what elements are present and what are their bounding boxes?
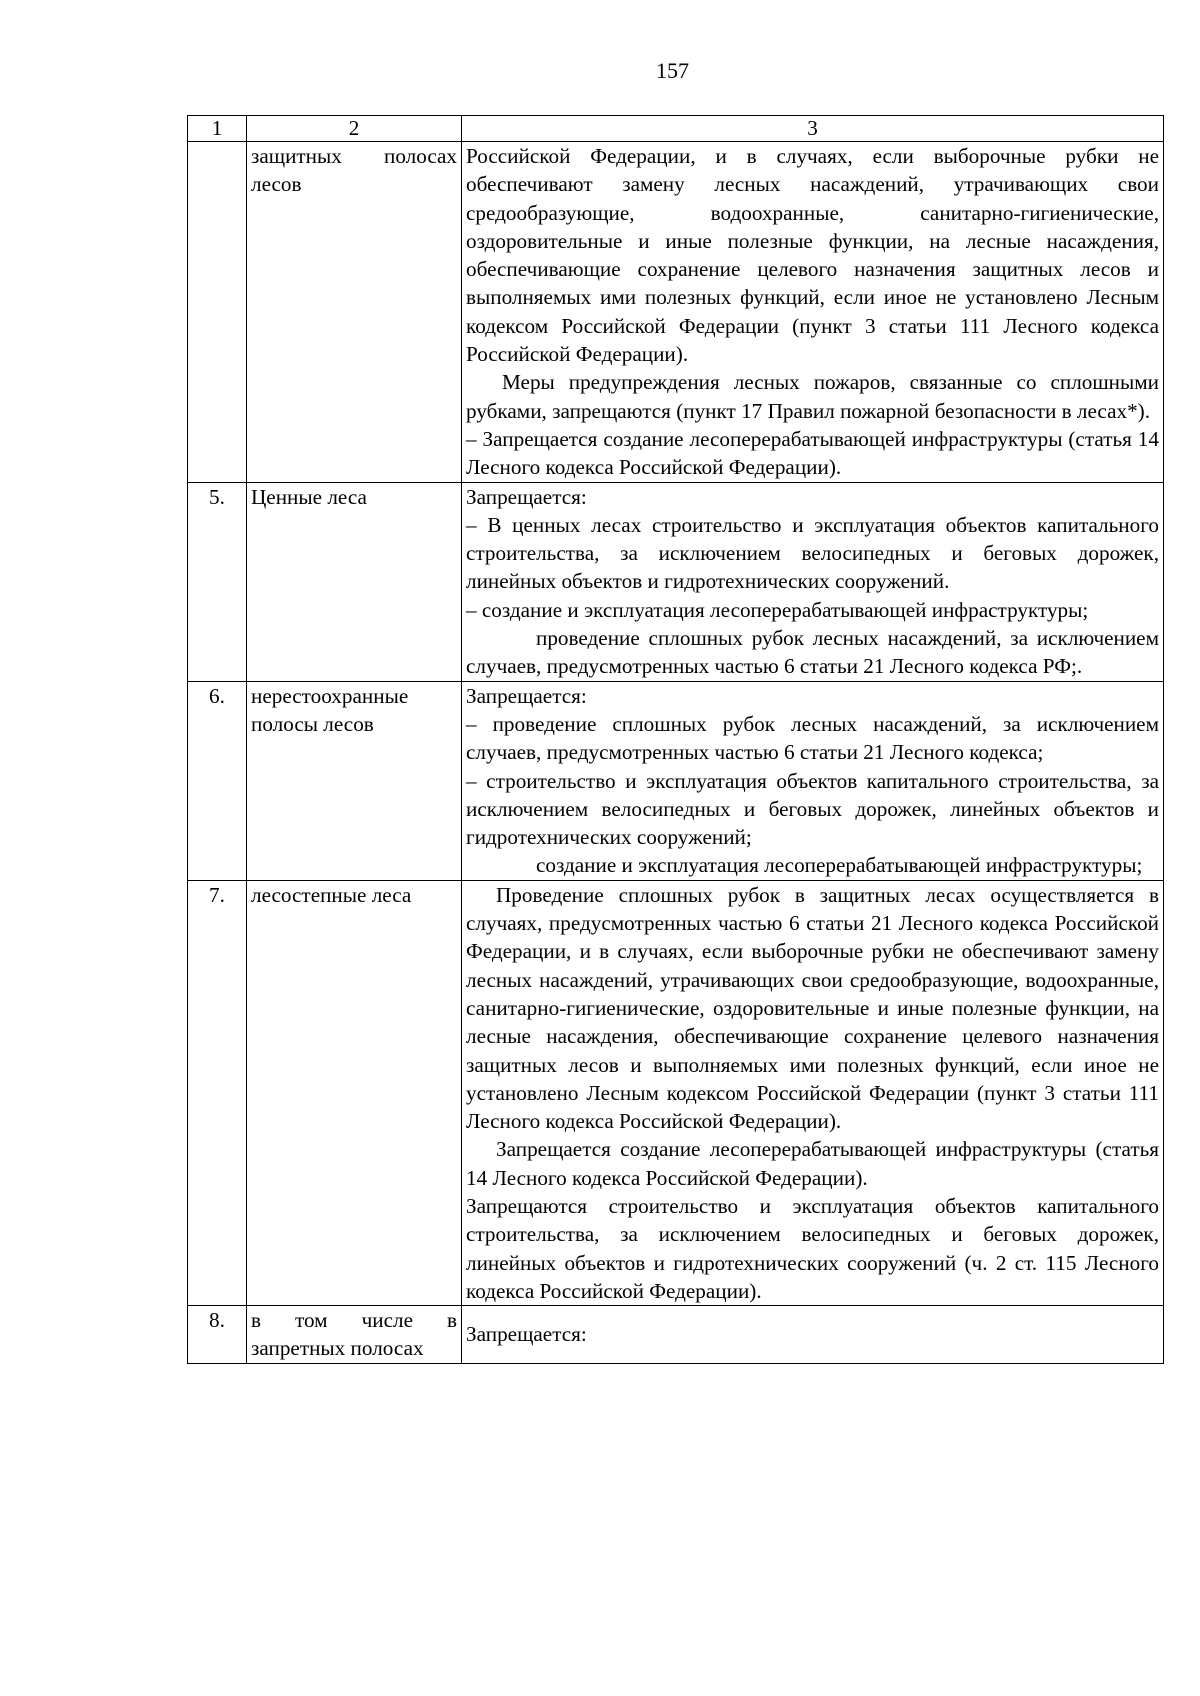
row-content — [462, 681, 1164, 880]
row-name-text: нерестоохранные полосы лесов — [251, 683, 409, 736]
row-paragraph: Запрещается: — [466, 1322, 587, 1347]
row-paragraph: Российской Федерации, и в случаях, если выборочные рубки не обеспечивают замену лесных насаждений, утрачивающих свои средообразующие, водоохранные, санитарно-гигиенические, оздоровительные и иные полезные функции, на лесные насаждения, обеспечивающие сохранение целевого назначения защитных лесов и выполняемых ими полезных функций, если иное не установлено Лесным кодексом Российской Федерации (пункт 3 статьи 111 Лесного кодекса Российской Федерации). — [466, 144, 1159, 367]
row-name-text: защитных полосах лесов — [251, 144, 457, 197]
row-paragraph: – проведение сплошных рубок лесных насаждений, за исключением случаев, предусмотренных частью 6 статьи 21 Лесного кодекса; — [466, 711, 1159, 765]
row-paragraph: Меры предупреждения лесных пожаров, связанные со сплошными рубками, запрещаются (пункт 17 Правил пожарной безопасности в лесах*). — [466, 370, 1159, 423]
row-number: 6. — [188, 681, 247, 880]
row-paragraph: Запрещается: — [466, 484, 587, 509]
row-content — [462, 880, 1164, 1305]
table-row — [188, 482, 1164, 681]
table-header-row — [188, 116, 1164, 142]
header-col-2: 2 — [247, 116, 462, 142]
row-name-text: в том числе в запретных полосах — [251, 1308, 457, 1361]
table-row — [188, 1306, 1164, 1364]
row-paragraph: Проведение сплошных рубок в защитных лесах осуществляется в случаях, предусмотренных частью 6 статьи 21 Лесного кодекса Российской Федерации, и в случаях, если выборочные рубки не обеспечивают замену лесных насаждений, утрачивающих свои средообразующие, водоохранные, санитарно-гигиенические, оздоровительные и иные полезные функции, на лесные насаждения, обеспечивающие сохранение целевого назначения защитных лесов и выполняемых ими полезных функций, если иное не установлено Лесным кодексом Российской Федерации (пункт 3 статьи 111 Лесного кодекса Российской Федерации). — [466, 882, 1159, 1134]
row-name-text: лесостепные леса — [251, 882, 412, 907]
row-paragraph: – Запрещается создание лесоперерабатывающей инфраструктуры (статья 14 Лесного кодекса Российской Федерации). — [466, 426, 1159, 480]
row-name — [247, 142, 462, 483]
table-row — [188, 681, 1164, 880]
header-col-3: 3 — [462, 116, 1164, 142]
row-name — [247, 1306, 462, 1364]
row-number: 8. — [188, 1306, 247, 1364]
header-col-1: 1 — [188, 116, 247, 142]
row-number: 5. — [188, 482, 247, 681]
row-name-text: Ценные леса — [251, 484, 367, 509]
row-paragraph: Запрещается: — [466, 683, 587, 708]
row-content — [462, 482, 1164, 681]
row-paragraph: создание и эксплуатация лесоперерабатывающей инфраструктуры; — [536, 853, 1143, 878]
row-paragraph: – строительство и эксплуатация объектов капитального строительства, за исключением велосипедных и беговых дорожек, линейных объектов и гидротехнических сооружений; — [466, 768, 1159, 850]
row-paragraph: – создание и эксплуатация лесоперерабатывающей инфраструктуры; — [466, 597, 1089, 622]
row-content — [462, 142, 1164, 483]
table-row — [188, 142, 1164, 483]
row-number — [188, 142, 247, 483]
row-name — [247, 482, 462, 681]
row-name — [247, 880, 462, 1305]
row-number: 7. — [188, 880, 247, 1305]
row-paragraph: проведение сплошных рубок лесных насаждений, за исключением случаев, предусмотренных частью 6 статьи 21 Лесного кодекса РФ;. — [466, 626, 1159, 679]
table-row — [188, 880, 1164, 1305]
row-paragraph: – В ценных лесах строительство и эксплуатация объектов капитального строительства, за исключением велосипедных и беговых дорожек, линейных объектов и гидротехнических сооружений. — [466, 512, 1159, 594]
row-paragraph: Запрещается создание лесоперерабатывающей инфраструктуры (статья 14 Лесного кодекса Российской Федерации). — [466, 1137, 1159, 1190]
row-paragraph: Запрещаются строительство и эксплуатация объектов капитального строительства, за исключением велосипедных и беговых дорожек, линейных объектов и гидротехнических сооружений (ч. 2 ст. 115 Лесного кодекса Российской Федерации). — [466, 1193, 1159, 1303]
page-number: 157 — [656, 58, 689, 83]
row-name — [247, 681, 462, 880]
row-content — [462, 1306, 1164, 1364]
restrictions-table — [187, 115, 1164, 1364]
